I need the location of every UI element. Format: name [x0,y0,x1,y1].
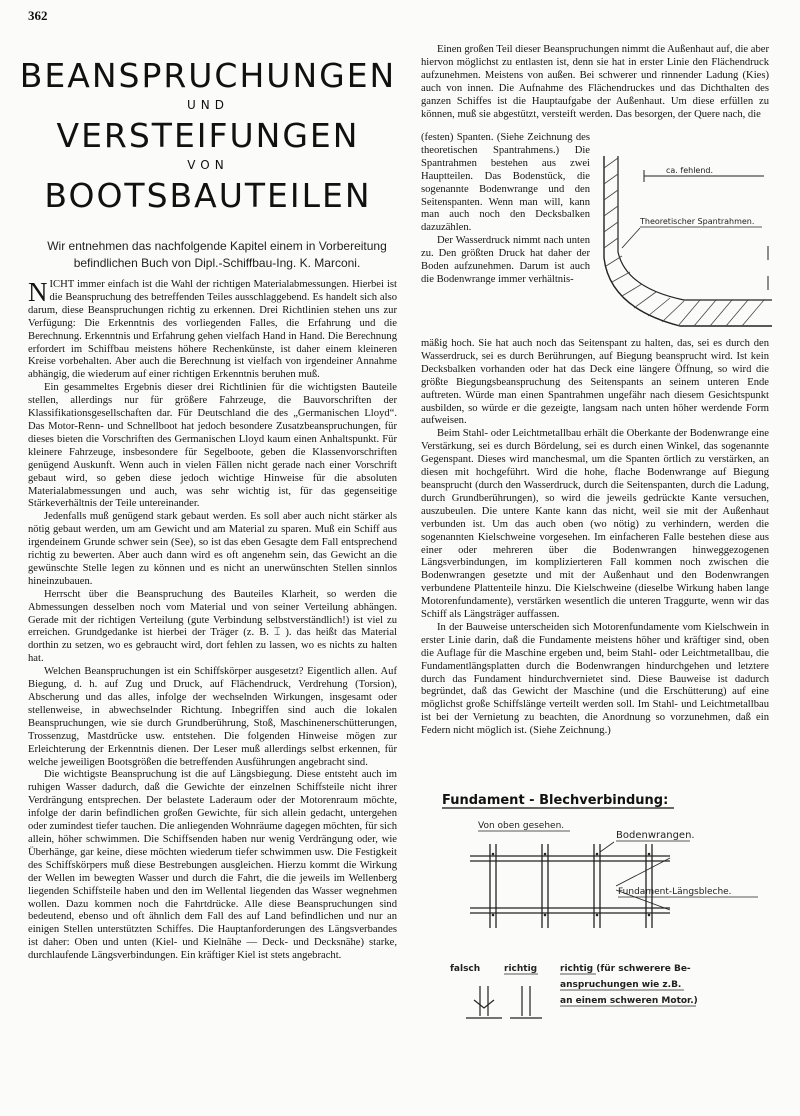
label-right-note-1: richtig (für schwerere Be- [560,964,691,974]
label-right-note-3: an einem schweren Motor.) [560,996,698,1006]
frame-label: Theoretischer Spantrahmen. [640,217,755,226]
paragraph: mäßig hoch. Sie hat auch noch das Seitenspant zu halten, das, sei es durch den Wasserdruck, sei es durch Berührungen, auf Biegung beansprucht wird. Ist kein Decksbalken vorhanden oder hat das Deck eine längere Öffnung, so wird die größte Biegungsbeanspruchung des Seitenspants an seinem unteren Ende auftreten. Würde man einen Spantrahmen ungefähr nach diesem Gesichtspunkt ausbilden, so würde er die gezeigte, langsam nach unten höher werdende Form aufweisen. [421,338,769,427]
right-column-narrow [421,132,590,287]
label-right-note-2: anspruchungen wie z.B. [560,980,682,990]
label-plates: Fundament-Längsbleche. [618,887,732,897]
title-line-5: BOOTSBAUTEILEN [44,176,372,215]
drop-cap: N [28,277,48,307]
paragraph: Beim Stahl- oder Leichtmetallbau erhält die Oberkante der Bodenwrange eine Verstärkung, sei es durch Bördelung, sei es durch einen Winkel, das sogenannte Gegenspant. Dieses wird manchesmal, um die Spanten örtlich zu verstärken, an diesen mit hochgeführt. Wird die hohe, flache Bodenwrange auf Biegung beansprucht (durch den Wasserdruck, durch die Seitenspanten, durch die Ladung, durch Grundberührungen), so wird die jeweils gedrückte Kante versuchen, auszubeulen. Die untere Kante kann das nicht, weil sie mit der Außenhaut verbunden ist. Um das auch oben (wo nötig) zu verhindern, werden die sogenannten Kielschweine vorgesehen. Im einfacheren Falle bestehen diese aus einer oder mehreren über die Bodenwrangen hinweggezogenen Längsverbindungen, im komplizierteren Fall kommen noch zwischen die Bodenwrangen gesetzte und mit der Außenhaut und den Bodenwrangen verbundene Plattenteile hinzu. Die Kielschweine (dieselbe Wirkung haben lange Motorenfundamente), verstärken wesentlich die unteren Traggurte, wenn wir das Schiff als Längsträger auffassen. [421,428,769,621]
paragraph: Einen großen Teil dieser Beanspruchungen nimmt die Außenhaut auf, die aber hiervon möglichst zu entlasten ist, denn sie hat in erster Linie den Flächendruck aufzunehmen. Meistens von außen. Bei schwerer und rinnender Ladung (Kies) auch von innen. Die Aufnahme des Flächendruckes und das Dichthalten des ganzen Schiffes ist die Hauptaufgabe der Außenhaut. Um diese erfüllen zu können, muß sie abgestützt, versteift werden. Das besorgen, der Quere nach, die [421,44,769,120]
paragraph: NICHT immer einfach ist die Wahl der richtigen Materialabmessungen. Hierbei ist die Beanspruchung des betreffenden Teiles ausschlaggebend. Es handelt sich also darum, diese Beanspruchungen richtig zu erkennen. Drei Richtlinien stehen uns zur Verfügung: Die Erkenntnis des vorliegenden Falles, die Erfahrung und die Berechnung. Erkenntnis und Erfahrung gehen vielfach Hand in Hand. Die Berechnung erfordert im Schiffbau meistens höhere Rechenkünste, ist daher einem kleineren Kreise vorbehalten. Aber auch die Berechnung ist vielfach von irgendeiner Annahme abhängig, die wiederum auf einer richtigen Erkenntnis beruhen muß. [28,277,397,381]
paragraph: Der Wasserdruck nimmt nach unten zu. Den größten Druck hat daher der Boden aufzunehmen. Darum ist auch die Bodenwrange immer verhältnis- [421,235,590,285]
frame-top-label: ca. fehlend. [666,166,714,175]
paragraph: (festen) Spanten. (Siehe Zeichnung des theoretischen Spantrahmens.) Die Spantrahmen bestehen aus zwei Hauptteilen. Das Bodenstück, die sogenannte Bodenwrange und den Seitenspanten. Wenn man will, kann man auch noch den Decksbalken dazuzählen. [421,132,590,234]
paragraph: Jedenfalls muß genügend stark gebaut werden. Es soll aber auch nicht stärker als nötig gebaut werden, um am Gewicht und am Material zu sparen. Muß ein Schiff aus irgendeinem Grunde schwer sein (See), so ist das eben Gesagte dem Fall entsprechend richtig zu bewerten. Aber auch dann wird es oft angenehm sein, das Gewicht an die gewünschte Stelle legen zu können und es nicht an unerwünschten Stellen sinnlos hineinzubauen. [28,511,397,587]
label-right: richtig [504,964,538,974]
foundation-heading: Fundament - Blechverbindung: [442,793,669,808]
paragraph: In der Bauweise unterscheiden sich Motorenfundamente vom Kielschwein in erster Linie darin, daß die Fundamente meistens höher und kräftiger sind, oben die Auflage für die Maschine ergeben und, beim Stahl- oder Leichtmetallbau, die Fundamentlängsplatten durch die Bodenwrangen hindurchgehen und letztere durch das Fundament hindurchvernietet sind. Diese Bauweise ist dadurch begründet, daß das Gewicht der Maschine (und die Erschütterung) auf eine möglichst große Schiffslänge verteilt werden soll. Im Stahl- und Leichtmetallbau ist bei der Vernietung zu beachten, die Anordnung so vorzunehmen, daß ein Federn nicht möglich ist. (Siehe Zeichnung.) [421,621,769,737]
foundation-subheading: Von oben gesehen. [478,821,565,831]
label-floors: Bodenwrangen. [616,830,695,841]
right-column-top [421,44,769,121]
title-line-3: VERSTEIFUNGEN [56,116,360,155]
left-column [28,279,397,963]
paragraph: Ein gesammeltes Ergebnis dieser drei Richtlinien für die wichtigsten Bauteile stellen, allerdings nur für größere Fahrzeuge, die Bauvorschriften der Klassifikationsgesellschaften dar. Für Deutschland die des „Germanischen Lloyd“. Das Motor-Renn- und Schnellboot hat jedoch besondere Zusatzbeanspruchungen, für dieses bieten die Vorschriften des Germanischen Lloyd kaum einen Anhaltspunkt. Für kleinere Fahrzeuge, insbesondere für Segelboote, geben die Klassenvorschriften genügend Auskunft. Wenn auch in vielen Fällen nicht gerade nach einer Vorschrift gebaut wird, so geben diese jedoch wichtige Hinweise für die absoluten Materialabmessungen und auch, was sehr wichtig ist, für das gegenseitige Stärkeverhältnis der Teile untereinander. [28,382,397,510]
intro-text: Wir entnehmen das nachfolgende Kapitel einem in Vorbereitung befindlichen Buch von Dipl.-Schiffbau-Ing. K. Marconi. [47,239,387,270]
foundation-sketch [430,786,790,1036]
title-line-2: UND [187,98,229,112]
page-number: 362 [28,8,48,23]
paragraph: Herrscht über die Beanspruchung des Bauteiles Klarheit, so werden die Abmessungen desselben noch vom Material und von seiner Verteilung abhängen. Gerade mit der richtigen Verteilung (gute Verbindung selbstverständlich!) ist viel zu erreichen. Grundgedanke ist hierbei der Träger (z. B. ⌶ ). das heißt das Material dorthin zu setzen, wo es gebraucht wird, dort fehlen zu lassen, wo es nichts zu halten hat. [28,588,397,665]
label-wrong: falsch [450,964,481,974]
title-line-4: VON [187,158,229,172]
frame-sketch [596,148,776,338]
right-column-main [421,338,769,738]
title-line-1: BEANSPRUCHUNGEN [19,56,397,95]
paragraph: Die wichtigste Beanspruchung ist die auf Längsbiegung. Diese entsteht auch im ruhigen Wasser dadurch, daß die Gewichte der einzelnen Schiffsteile nicht ihrer Verdrängung entsprechen. Der belastete Laderaum oder der Motorenraum möchte, infolge der darin befindlichen großen Gewichte, für sich allein gedacht, untergehen oder zumindest tiefer tauchen. Die anliegenden Wohnräume dagegen möchten, für sich allein, höher schwimmen. Die Schiffsenden haben nur wenig Verdrängung oder, wie Überhänge, gar keine, diese möchten wiederum tiefer schwimmen usw. Die Festigkeit des Schiffskörpers muß diese Bestrebungen ausgleichen. Hierzu kommt die Wirkung der Wellen im bewegten Wasser und durch die Fahrt, die die jeweils im Wellenberg liegenden Schiffsteile haben und den im Wellental liegenden das Wasser wegnehmen wollen. Dazu kommen noch die Fahrtdrücke. Alle diese Beanspruchungen sind bedeutend, ebenso und oft ähnlich dem Fall des auf Land befindlichen und nur an einigen Stellen unterstützten Schiffes. Die Hauptanforderungen des Längsverbandes ist daher: Oben und unten (Kiel- und Kielnähe — Deck- und Decksnähe) starke, durchlaufende Längsverbindungen. Ein kräftiger Kiel ist stets angebracht. [28,769,397,962]
paragraph: Welchen Beanspruchungen ist ein Schiffskörper ausgesetzt? Eigentlich allen. Auf Biegung, d. h. auf Zug und Druck, auf Flächendruck, Verdrehung (Torsion), Abscherung und das alles, infolge der wechselnden Wirkungen, insgesamt oder stellenweise, in abwechselnder Richtung. Inbegriffen sind auch die lokalen Beanspruchungen, wie sie durch Grundberührung, Stoß, Maschinenerschütterungen, Trossenzug, Mastdrücke usw. entstehen. Die folgenden Hinweise mögen zur Erleichterung der Erkenntnis dienen. Der Leser muß allerdings selbst erkennen, für welche jeweiligen Bootsgrößen die betreffenden Ausführungen angebracht sind. [28,666,397,768]
